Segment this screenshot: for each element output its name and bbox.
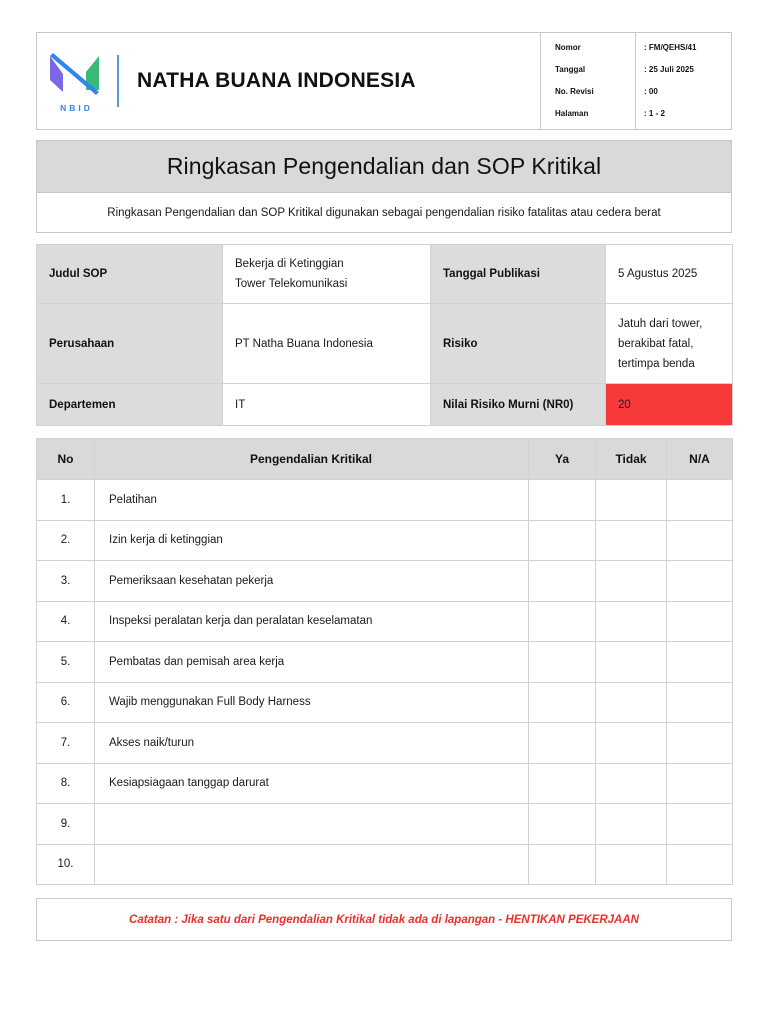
table-row — [37, 561, 733, 602]
brand-divider — [117, 55, 119, 107]
checklist-cell-item: Kesiapsiagaan tanggap darurat — [95, 763, 529, 804]
checklist-header-no: No — [37, 439, 95, 480]
checklist-cell-tidak[interactable] — [596, 480, 667, 521]
checklist-cell-no: 10. — [37, 844, 95, 885]
info-value-departemen: IT — [223, 384, 431, 426]
checklist-header-row — [37, 439, 733, 480]
info-value-perusahaan: PT Natha Buana Indonesia — [223, 304, 431, 384]
checklist-cell-tidak[interactable] — [596, 642, 667, 683]
checklist-cell-no: 7. — [37, 723, 95, 764]
logo-subtext: NBID — [60, 103, 93, 113]
checklist-cell-no: 2. — [37, 520, 95, 561]
meta-label-nomor: Nomor — [555, 43, 581, 52]
checklist-cell-ya[interactable] — [529, 480, 596, 521]
checklist-cell-na[interactable] — [667, 480, 733, 521]
checklist-cell-no: 5. — [37, 642, 95, 683]
meta-value-tanggal: : 25 Juli 2025 — [644, 65, 694, 74]
checklist-cell-ya[interactable] — [529, 804, 596, 845]
checklist-cell-item: Wajib menggunakan Full Body Harness — [95, 682, 529, 723]
table-row — [37, 804, 733, 845]
checklist-cell-tidak[interactable] — [596, 804, 667, 845]
checklist-cell-item: Akses naik/turun — [95, 723, 529, 764]
checklist-cell-no: 1. — [37, 480, 95, 521]
checklist-cell-na[interactable] — [667, 804, 733, 845]
sop-info-table — [36, 244, 733, 426]
info-row-judul-sop — [37, 245, 733, 304]
footer-note-box — [36, 898, 732, 941]
checklist-cell-no: 4. — [37, 601, 95, 642]
page-title: Ringkasan Pengendalian dan SOP Kritikal — [166, 153, 602, 179]
meta-value-nomor: : FM/QEHS/41 — [644, 43, 697, 52]
meta-value-halaman: : 1 - 2 — [644, 109, 665, 118]
checklist-cell-tidak[interactable] — [596, 682, 667, 723]
footer-note-text: Catatan : Jika satu dari Pengendalian Kritikal tidak ada di lapangan - HENTIKAN PEKERJAAN — [129, 913, 639, 926]
checklist-cell-ya[interactable] — [529, 682, 596, 723]
checklist-cell-item: Izin kerja di ketinggian — [95, 520, 529, 561]
checklist-cell-na[interactable] — [667, 723, 733, 764]
checklist-header-item: Pengendalian Kritikal — [95, 439, 529, 480]
checklist-cell-ya[interactable] — [529, 561, 596, 602]
checklist-header-ya: Ya — [529, 439, 596, 480]
company-name: NATHA BUANA INDONESIA — [137, 69, 416, 92]
checklist-cell-na[interactable] — [667, 763, 733, 804]
info-label-risiko: Risiko — [431, 304, 606, 384]
document-page — [36, 32, 732, 941]
critical-control-checklist-table — [36, 438, 733, 885]
table-row — [37, 723, 733, 764]
checklist-cell-no: 9. — [37, 804, 95, 845]
checklist-cell-ya[interactable] — [529, 763, 596, 804]
checklist-cell-no: 6. — [37, 682, 95, 723]
meta-value-no-revisi: : 00 — [644, 87, 658, 96]
checklist-cell-na[interactable] — [667, 520, 733, 561]
checklist-cell-item: Inspeksi peralatan kerja dan peralatan keselamatan — [95, 601, 529, 642]
checklist-cell-ya[interactable] — [529, 601, 596, 642]
page-subtitle-bar — [36, 193, 732, 233]
info-label-departemen: Departemen — [37, 384, 223, 426]
meta-value-column — [636, 33, 731, 129]
info-label-perusahaan: Perusahaan — [37, 304, 223, 384]
checklist-header-tidak: Tidak — [596, 439, 667, 480]
info-label-tanggal-publikasi: Tanggal Publikasi — [431, 245, 606, 304]
checklist-cell-ya[interactable] — [529, 723, 596, 764]
checklist-cell-na[interactable] — [667, 844, 733, 885]
checklist-cell-na[interactable] — [667, 682, 733, 723]
checklist-cell-no: 3. — [37, 561, 95, 602]
table-row — [37, 642, 733, 683]
page-title-bar — [36, 140, 732, 193]
checklist-cell-ya[interactable] — [529, 844, 596, 885]
info-label-nilai-risiko: Nilai Risiko Murni (NR0) — [431, 384, 606, 426]
checklist-cell-item[interactable] — [95, 844, 529, 885]
info-value-judul-sop-line2: Tower Telekomunikasi — [235, 278, 348, 290]
info-label-judul-sop: Judul SOP — [37, 245, 223, 304]
table-row — [37, 682, 733, 723]
checklist-cell-na[interactable] — [667, 561, 733, 602]
checklist-cell-tidak[interactable] — [596, 844, 667, 885]
table-row — [37, 480, 733, 521]
document-header — [36, 32, 732, 130]
checklist-cell-tidak[interactable] — [596, 520, 667, 561]
table-row — [37, 763, 733, 804]
checklist-cell-na[interactable] — [667, 601, 733, 642]
meta-label-no-revisi: No. Revisi — [555, 87, 594, 96]
checklist-cell-tidak[interactable] — [596, 601, 667, 642]
info-row-perusahaan — [37, 304, 733, 384]
info-value-risiko: Jatuh dari tower, berakibat fatal, tertimpa benda — [606, 304, 733, 384]
page-subtitle: Ringkasan Pengendalian dan SOP Kritikal digunakan sebagai pengendalian risiko fatalitas atau cedera berat — [107, 206, 661, 219]
checklist-cell-item[interactable] — [95, 804, 529, 845]
company-logo-icon — [47, 50, 103, 112]
info-value-judul-sop — [223, 245, 431, 304]
info-value-tanggal-publikasi: 5 Agustus 2025 — [606, 245, 733, 304]
meta-label-tanggal: Tanggal — [555, 65, 586, 74]
info-value-nilai-risiko: 20 — [606, 384, 733, 426]
table-row — [37, 844, 733, 885]
checklist-cell-item: Pelatihan — [95, 480, 529, 521]
logo-glyph — [47, 50, 103, 100]
document-meta-table — [540, 33, 731, 129]
table-row — [37, 520, 733, 561]
brand-block — [37, 33, 540, 129]
checklist-cell-tidak[interactable] — [596, 763, 667, 804]
checklist-header-na: N/A — [667, 439, 733, 480]
checklist-cell-ya[interactable] — [529, 520, 596, 561]
checklist-cell-ya[interactable] — [529, 642, 596, 683]
checklist-cell-na[interactable] — [667, 642, 733, 683]
table-row — [37, 601, 733, 642]
info-value-judul-sop-line1: Bekerja di Ketinggian — [235, 258, 344, 270]
checklist-body — [37, 480, 733, 885]
checklist-cell-tidak[interactable] — [596, 723, 667, 764]
checklist-cell-no: 8. — [37, 763, 95, 804]
info-row-departemen — [37, 384, 733, 426]
meta-label-column — [541, 33, 636, 129]
checklist-cell-item: Pembatas dan pemisah area kerja — [95, 642, 529, 683]
checklist-cell-tidak[interactable] — [596, 561, 667, 602]
checklist-cell-item: Pemeriksaan kesehatan pekerja — [95, 561, 529, 602]
meta-label-halaman: Halaman — [555, 109, 589, 118]
